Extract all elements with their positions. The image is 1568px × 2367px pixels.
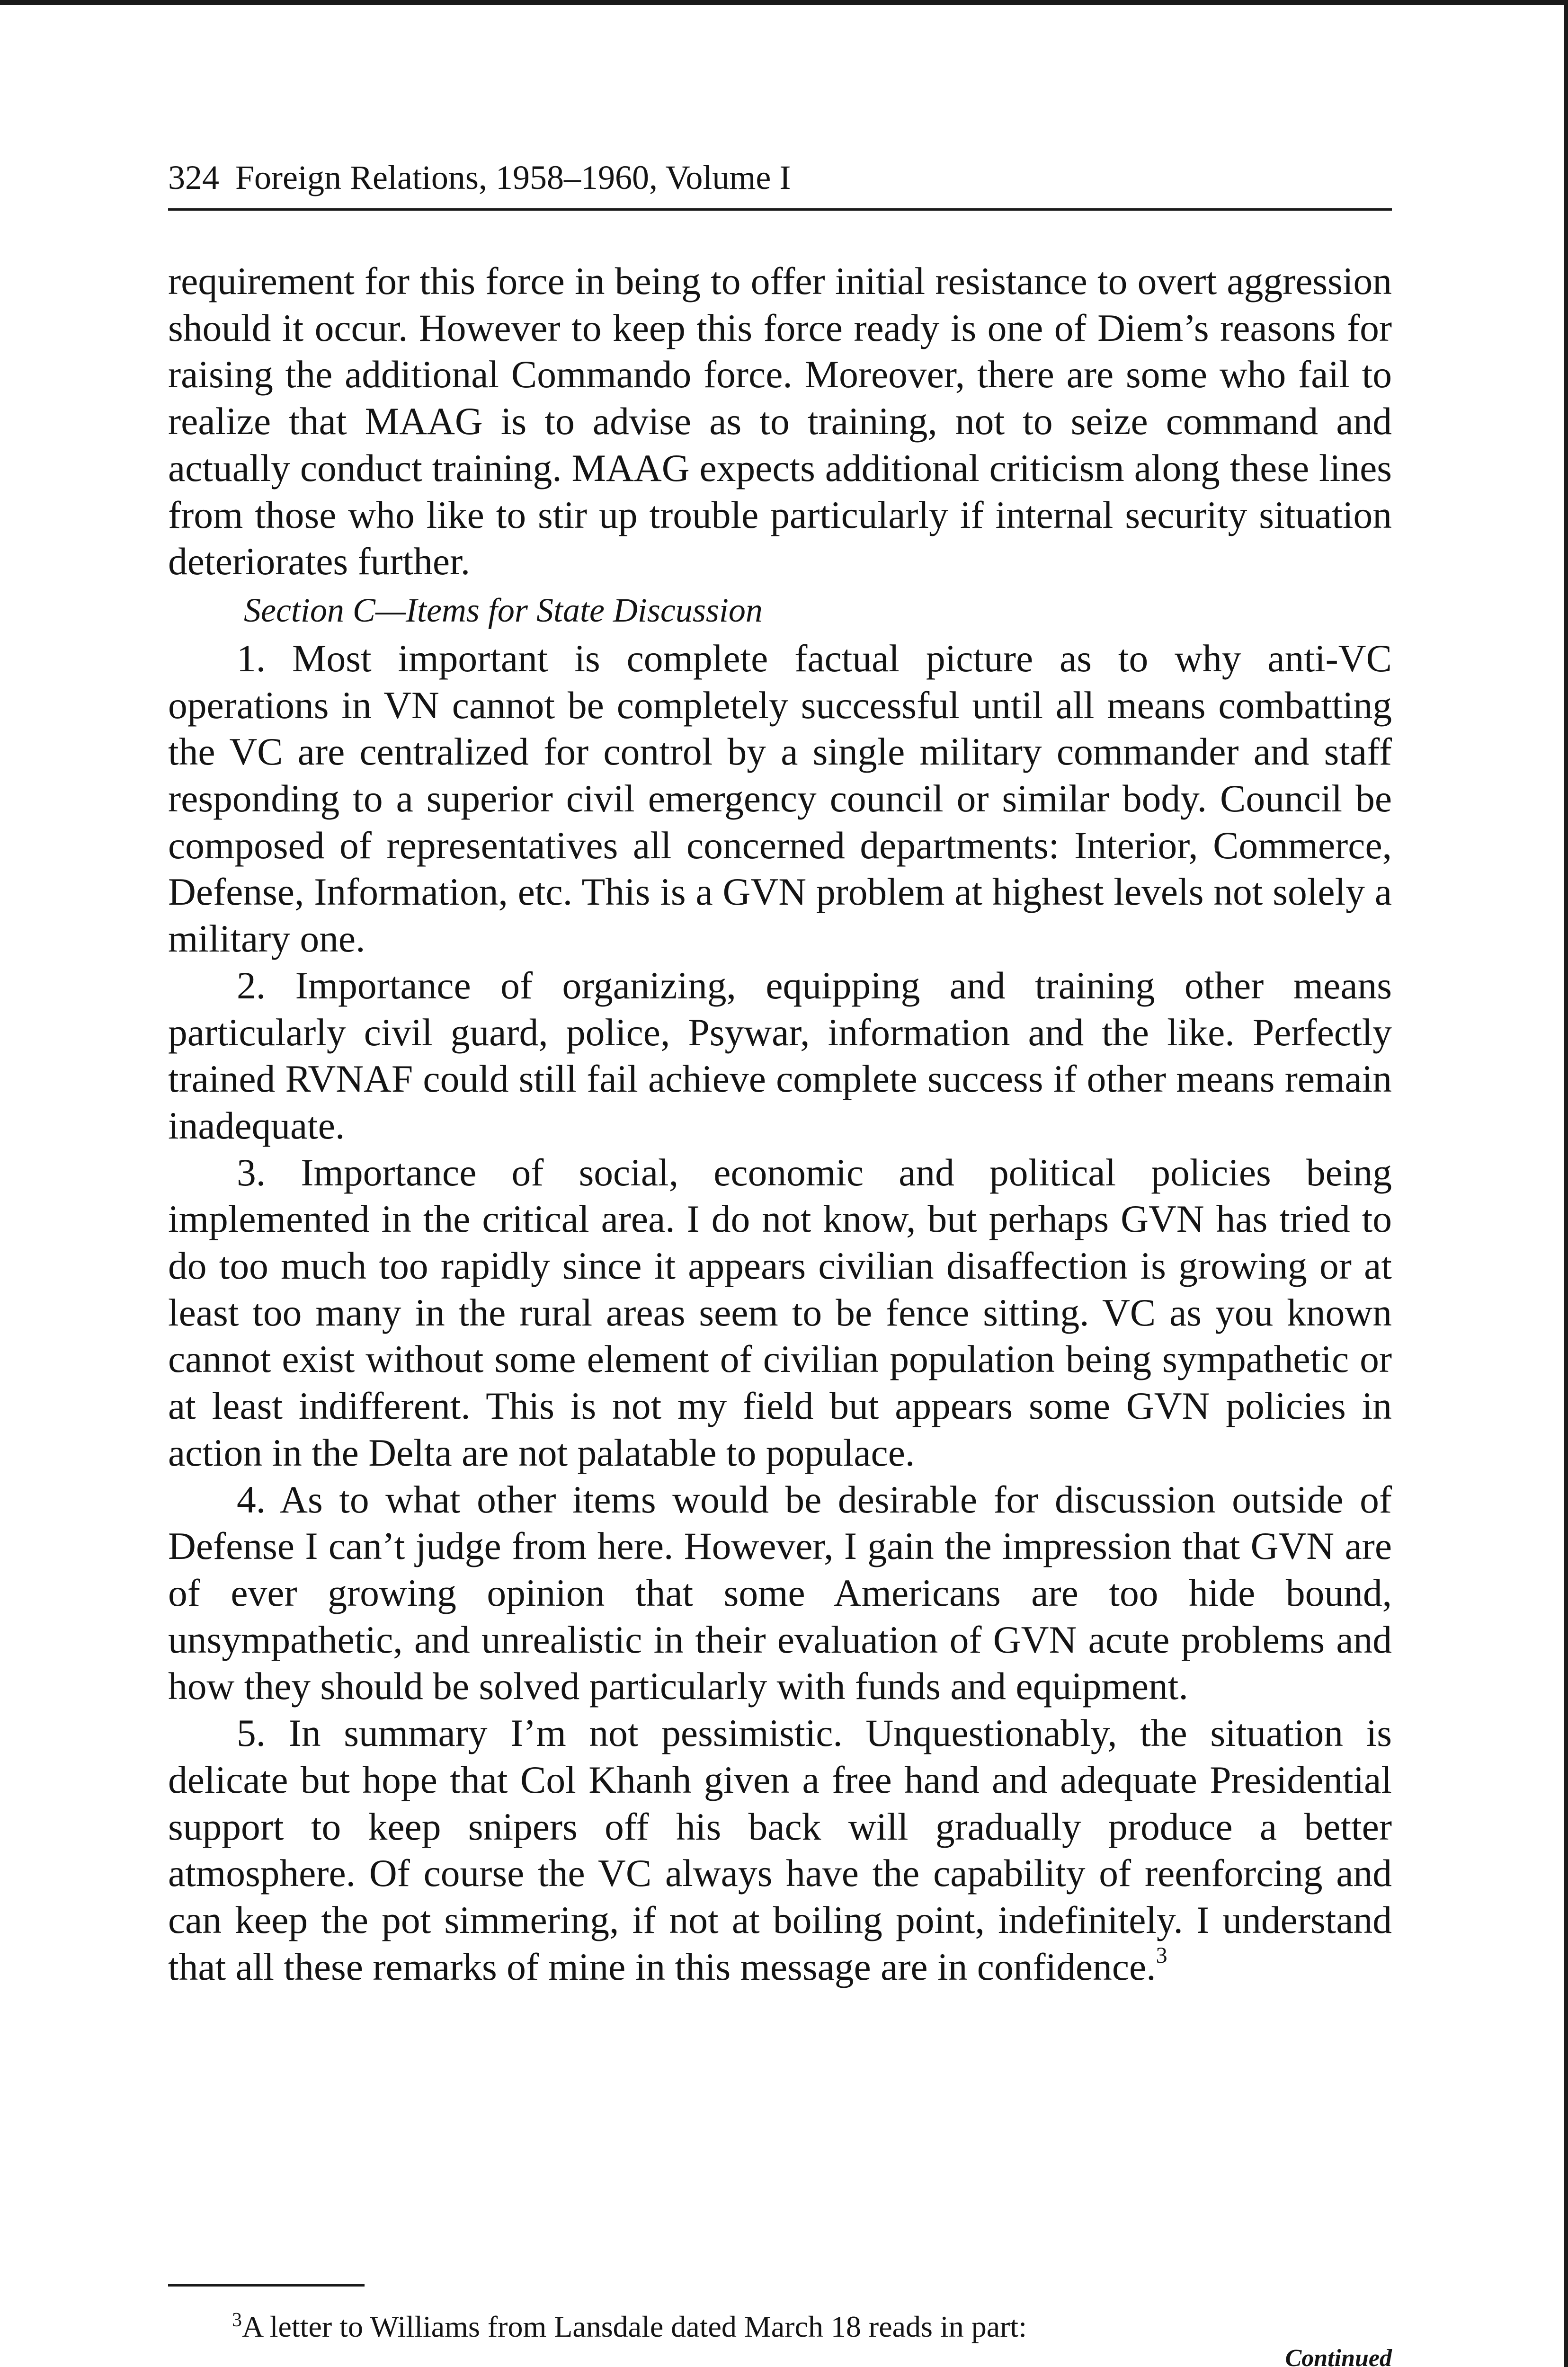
footnote-reference[interactable]: 3	[1156, 1942, 1167, 1968]
item-4: 4. As to what other items would be desirable for discussion outside of Defense I can’t judge from here. However, I gain the impression that GVN are of ever growing opinion that some Americans are too hide bound, unsympathetic, and unrealistic in their evaluation of GVN acute problems and how they should be solved particularly with funds and equipment.	[168, 1477, 1392, 1708]
page-number: 324	[168, 159, 219, 196]
item-2: 2. Importance of organizing, equipping and training other means particularly civil guard, police, Psywar, information and the like. Perfectly trained RVNAF could still fail achieve complete success if other means remain inadequate.	[168, 963, 1392, 1147]
item-1: 1. Most important is complete factual picture as to why anti-VC operations in VN cannot be completely successful until all means combatting the VC are centralized for control by a single military commander and staff responding to a superior civil emergency council or similar body. Council be composed of representatives all concerned departments: Interior, Commerce, Defense, Information, etc. This is a GVN problem at highest levels not solely a military one.	[168, 636, 1392, 961]
scan-border-right	[1564, 0, 1568, 2367]
running-title: Foreign Relations, 1958–1960, Volume I	[235, 159, 791, 196]
footnote-divider	[168, 2284, 365, 2287]
scan-border-top	[0, 0, 1568, 5]
item-5	[168, 1710, 1392, 1990]
opening-paragraph: requirement for this force in being to offer initial resistance to overt aggression should it occur. However to keep this force ready is one of Diem’s reasons for raising the additional Commando force. Moreover, there are some who fail to realize that MAAG is to advise as to training, not to seize command and actually conduct training. MAAG expects additional criticism along these lines from those who like to stir up trouble particularly if internal security situation deteriorates further.	[168, 259, 1392, 583]
item-3: 3. Importance of social, economic and political policies being implemented in the critical area. I do not know, but perhaps GVN has tried to do too much too rapidly since it appears civilian disaffection is growing or at least too many in the rural areas seem to be fence sitting. VC as you known cannot exist without some element of civilian population being sympathetic or at least indifferent. This is not my field but appears some GVN policies in action in the Delta are not palatable to populace.	[168, 1150, 1392, 1474]
item-5-text: 5. In summary I’m not pessimistic. Unquestionably, the situation is delicate but hope that Col Khanh given a free hand and adequate Presidential support to keep snipers off his back will gradually produce a better atmosphere. Of course the VC always have the capability of reenforcing and can keep the pot simmering, if not at boiling point, indefinitely. I understand that all these remarks of mine in this message are in confidence.	[168, 1711, 1392, 1988]
main-text	[168, 258, 1392, 1990]
footnote-marker: 3	[232, 2309, 242, 2331]
footnote	[232, 2305, 1392, 2348]
footnote-text: A letter to Williams from Lansdale dated March 18 reads in part:	[242, 2310, 1027, 2343]
running-header	[168, 156, 1392, 211]
section-heading: Section C—Items for State Discussion	[244, 591, 763, 629]
continued-label: Continued	[1285, 2345, 1392, 2367]
